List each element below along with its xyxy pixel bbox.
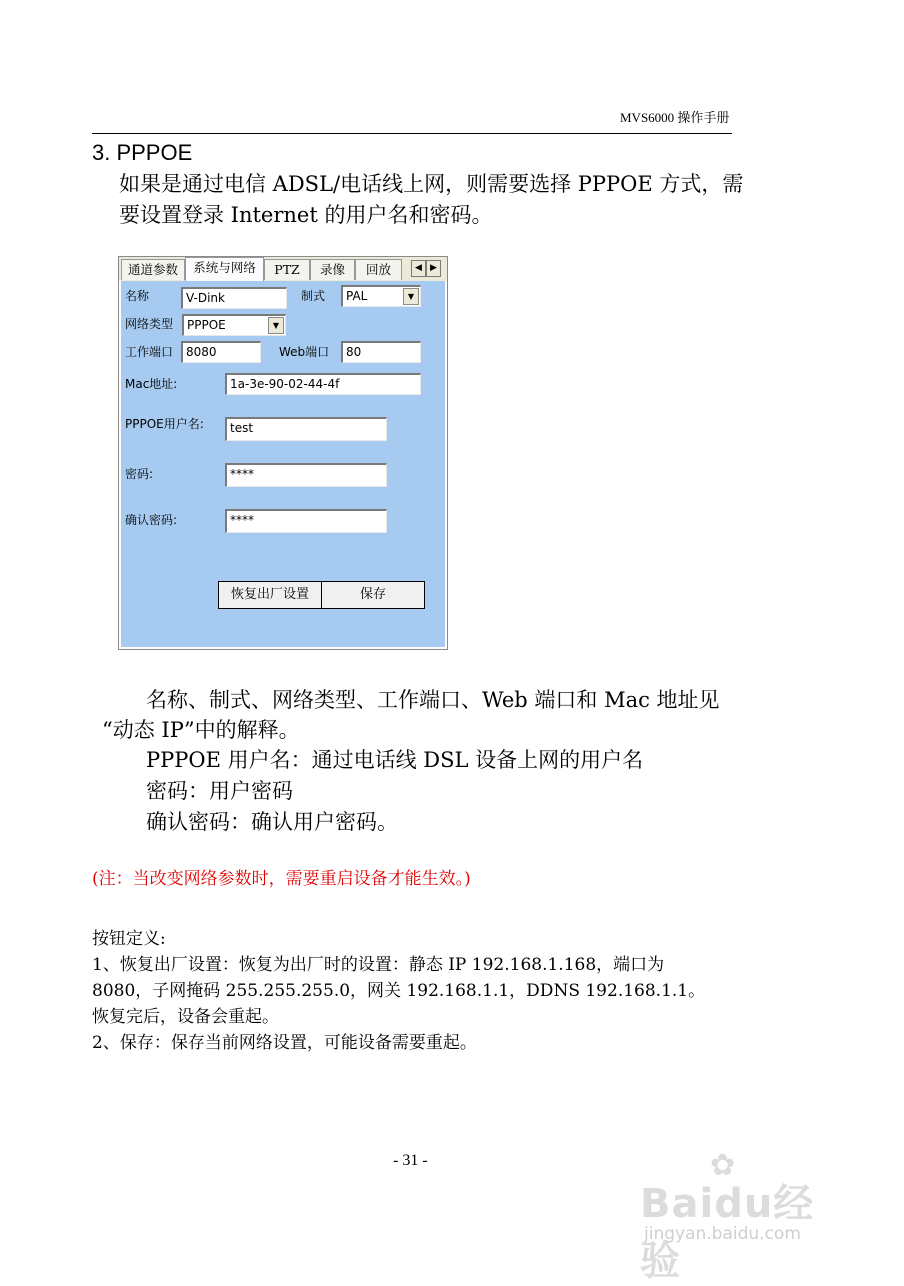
buttons-def-line-3: 恢复完后，设备会重起。 [92, 1007, 279, 1027]
tab-system-network[interactable]: 系统与网络 [185, 257, 264, 281]
buttons-def-title: 按钮定义: [92, 929, 166, 949]
tab-bar [119, 257, 447, 281]
explanation-line-5: 确认密码：确认用户密码。 [146, 810, 398, 834]
password-input[interactable]: **** [225, 463, 387, 487]
chevron-down-icon[interactable]: ▼ [403, 288, 419, 305]
pppoe-user-label: PPPOE用户名: [125, 417, 204, 431]
tab-scroll-left-icon[interactable]: ◀ [411, 260, 426, 277]
confirm-password-input[interactable]: **** [225, 509, 387, 533]
work-port-input[interactable]: 8080 [181, 341, 261, 363]
watermark-logo: Baidu经验 [640, 1181, 815, 1284]
work-port-label: 工作端口 [125, 345, 174, 359]
intro-line-2: 要设置登录 Internet 的用户名和密码。 [119, 203, 493, 227]
baidu-watermark [640, 1148, 840, 1284]
standard-select[interactable] [341, 285, 421, 307]
standard-value: PAL [346, 289, 368, 303]
tab-record[interactable]: 录像 [310, 259, 355, 280]
watermark-url: jingyan.baidu.com [644, 1224, 801, 1244]
chevron-down-icon[interactable]: ▼ [268, 317, 284, 334]
web-port-input[interactable]: 80 [341, 341, 421, 363]
buttons-def-line-4: 2、保存：保存当前网络设置，可能设备需要重起。 [92, 1033, 477, 1053]
mac-label: Mac地址: [125, 377, 178, 391]
note-text: (注：当改变网络参数时，需要重启设备才能生效。) [92, 869, 471, 889]
buttons-def-line-1: 1、恢复出厂设置：恢复为出厂时的设置：静态 IP 192.168.1.168，端口为 [92, 955, 665, 975]
net-type-label: 网络类型 [125, 317, 174, 331]
name-label: 名称 [125, 289, 150, 303]
paw-icon: ✿ [710, 1148, 736, 1183]
standard-label: 制式 [301, 289, 326, 303]
tab-scroll-right-icon[interactable]: ▶ [426, 260, 441, 277]
network-settings-dialog [118, 256, 448, 650]
section-title: 3. PPPOE [92, 140, 193, 165]
tab-channel-params[interactable]: 通道参数 [121, 259, 185, 280]
tab-playback[interactable]: 回放 [355, 259, 402, 280]
buttons-def-line-2: 8080，子网掩码 255.255.255.0，网关 192.168.1.1，DDNS 192.168.1.1。 [92, 981, 706, 1001]
page-number: - 31 - [393, 1152, 428, 1169]
confirm-password-label: 确认密码: [125, 513, 178, 527]
running-header: MVS6000 操作手册 [620, 110, 730, 125]
explanation-line-3: PPPOE 用户名：通过电话线 DSL 设备上网的用户名 [146, 748, 644, 772]
restore-defaults-button[interactable]: 恢复出厂设置 [218, 581, 322, 609]
web-port-label: Web端口 [279, 345, 330, 359]
intro-line-1: 如果是通过电信 ADSL/电话线上网，则需要选择 PPPOE 方式，需 [119, 172, 744, 196]
tab-ptz[interactable]: PTZ [264, 259, 310, 280]
name-input[interactable]: V-Dink [181, 287, 287, 309]
mac-input[interactable]: 1a-3e-90-02-44-4f [225, 373, 421, 395]
pppoe-user-input[interactable]: test [225, 417, 387, 441]
settings-panel [121, 281, 445, 647]
password-label: 密码: [125, 467, 154, 481]
header-rule [92, 133, 732, 134]
explanation-line-1: 名称、制式、网络类型、工作端口、Web 端口和 Mac 地址见 [146, 688, 720, 712]
explanation-line-4: 密码：用户密码 [146, 779, 293, 803]
save-button[interactable]: 保存 [321, 581, 425, 609]
explanation-line-2: “动态 IP”中的解释。 [102, 718, 300, 742]
net-type-value: PPPOE [187, 318, 226, 332]
net-type-select[interactable] [182, 314, 286, 336]
